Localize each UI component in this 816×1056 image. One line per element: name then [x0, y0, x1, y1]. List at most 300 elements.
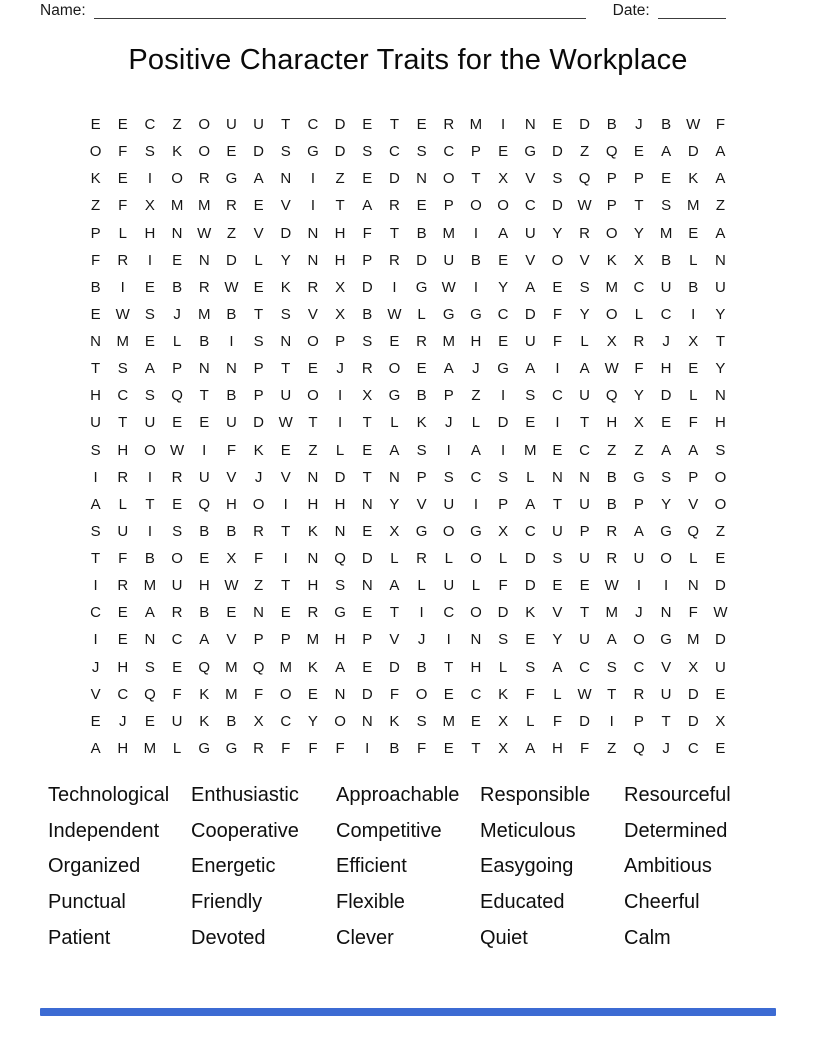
grid-letter: E — [715, 739, 726, 757]
grid-letter: M — [225, 685, 238, 703]
grid-letter: N — [198, 251, 210, 269]
grid-letter: H — [660, 360, 672, 378]
grid-letter: B — [226, 387, 237, 405]
grid-letter: E — [470, 712, 481, 730]
grid-letter: D — [714, 577, 726, 595]
grid-letter: Q — [605, 387, 618, 405]
grid-letter: B — [226, 712, 237, 730]
grid-letter: K — [280, 278, 291, 296]
grid-letter: U — [579, 631, 590, 649]
grid-letter: F — [688, 604, 698, 622]
grid-letter: L — [118, 495, 127, 513]
grid-letter: Z — [634, 441, 644, 459]
grid-letter: E — [661, 170, 672, 188]
grid-letter: M — [442, 333, 455, 351]
grid-letter: E — [416, 116, 427, 134]
grid-letter: F — [389, 685, 399, 703]
grid-letter: O — [633, 631, 645, 649]
grid-letter: G — [442, 305, 455, 323]
grid-letter: E — [443, 739, 454, 757]
grid-letter: L — [390, 414, 399, 432]
grid-letter: U — [443, 251, 455, 269]
grid-letter: Y — [715, 305, 726, 323]
grid-letter: T — [362, 414, 372, 432]
word-search-grid — [82, 111, 734, 762]
grid-letter: G — [307, 143, 319, 161]
word-bank-item: Energetic — [191, 855, 276, 878]
grid-letter: F — [281, 739, 291, 757]
grid-letter: M — [197, 305, 211, 323]
grid-letter: N — [579, 468, 590, 486]
grid-letter: E — [579, 577, 590, 595]
grid-letter: E — [144, 278, 155, 296]
grid-letter: X — [606, 333, 617, 351]
grid-letter: R — [579, 224, 590, 242]
grid-letter: X — [498, 170, 509, 188]
grid-letter: O — [144, 441, 156, 459]
grid-letter: U — [551, 522, 563, 540]
grid-letter: A — [498, 224, 509, 242]
grid-letter: S — [144, 387, 155, 405]
grid-letter: T — [389, 116, 399, 134]
grid-letter: S — [362, 143, 373, 161]
grid-letter: E — [144, 712, 155, 730]
grid-letter: A — [661, 441, 672, 459]
grid-letter: E — [552, 278, 563, 296]
grid-letter: O — [279, 685, 292, 703]
grid-letter: W — [577, 685, 592, 703]
grid-letter: N — [307, 550, 319, 568]
grid-letter: H — [225, 495, 237, 513]
grid-letter: T — [90, 550, 101, 568]
grid-letter: U — [524, 333, 536, 351]
grid-letter: T — [579, 414, 590, 432]
grid-letter: Z — [579, 143, 590, 161]
grid-letter: E — [362, 658, 373, 676]
word-bank-item: Educated — [480, 891, 565, 914]
grid-letter: B — [226, 305, 237, 323]
grid-letter: H — [334, 224, 346, 242]
grid-letter: E — [389, 333, 400, 351]
grid-letter: E — [552, 577, 563, 595]
grid-letter: T — [281, 116, 291, 134]
grid-letter: B — [90, 278, 101, 296]
grid-letter: U — [524, 224, 536, 242]
grid-letter: P — [253, 631, 264, 649]
grid-letter: L — [498, 658, 508, 676]
grid-letter: K — [199, 712, 210, 730]
grid-letter: D — [579, 712, 590, 730]
grid-letter: T — [281, 360, 291, 378]
grid-letter: P — [470, 143, 481, 161]
grid-letter: S — [90, 522, 101, 540]
grid-letter: I — [473, 278, 478, 296]
grid-letter: D — [361, 550, 373, 568]
grid-letter: L — [390, 550, 399, 568]
grid-letter: F — [525, 685, 535, 703]
grid-letter: X — [498, 522, 509, 540]
grid-letter: M — [442, 224, 455, 242]
grid-letter: T — [661, 712, 671, 730]
grid-letter: K — [307, 658, 318, 676]
grid-letter: H — [551, 739, 563, 757]
grid-letter: O — [470, 604, 482, 622]
grid-letter: Q — [198, 658, 211, 676]
grid-letter: X — [498, 739, 509, 757]
grid-letter: C — [388, 143, 400, 161]
grid-letter: F — [118, 550, 128, 568]
grid-letter: I — [365, 739, 370, 757]
grid-letter: B — [688, 278, 699, 296]
word-bank-item: Independent — [48, 819, 160, 842]
grid-letter: Y — [715, 360, 726, 378]
grid-letter: S — [525, 387, 536, 405]
grid-letter: Z — [308, 441, 318, 459]
grid-letter: M — [605, 604, 618, 622]
grid-letter: E — [362, 522, 373, 540]
grid-letter: B — [172, 278, 183, 296]
grid-letter: O — [442, 522, 455, 540]
grid-letter: T — [444, 658, 454, 676]
grid-letter: T — [118, 414, 128, 432]
grid-letter: W — [604, 360, 619, 378]
grid-letter: X — [144, 197, 155, 215]
grid-letter: N — [470, 631, 482, 649]
grid-letter: P — [362, 251, 373, 269]
grid-letter: O — [442, 170, 455, 188]
grid-letter: B — [606, 495, 617, 513]
grid-letter: G — [388, 387, 401, 405]
grid-letter: P — [280, 631, 291, 649]
grid-letter: E — [362, 170, 373, 188]
grid-letter: Z — [226, 224, 236, 242]
grid-letter: U — [714, 278, 726, 296]
grid-letter: N — [687, 577, 699, 595]
grid-letter: E — [525, 631, 536, 649]
grid-letter: G — [334, 604, 346, 622]
grid-letter: E — [307, 685, 318, 703]
grid-letter: B — [362, 305, 373, 323]
date-label: Date: — [612, 2, 650, 19]
grid-letter: C — [307, 116, 319, 134]
grid-letter: V — [226, 468, 237, 486]
grid-letter: D — [579, 116, 590, 134]
grid-letter: C — [633, 658, 645, 676]
word-bank-item: Efficient — [336, 855, 407, 878]
grid-letter: A — [633, 522, 644, 540]
grid-letter: K — [688, 170, 699, 188]
grid-letter: I — [473, 224, 478, 242]
grid-letter: F — [118, 143, 128, 161]
grid-letter: F — [552, 333, 562, 351]
grid-letter: C — [280, 712, 292, 730]
grid-letter: I — [147, 170, 152, 188]
grid-letter: U — [660, 685, 672, 703]
word-bank-item: Flexible — [336, 891, 405, 914]
grid-letter: E — [715, 550, 726, 568]
grid-letter: I — [337, 387, 343, 405]
grid-letter: T — [471, 739, 481, 757]
grid-letter: S — [443, 468, 454, 486]
grid-letter: P — [633, 495, 644, 513]
grid-letter: R — [633, 333, 645, 351]
grid-letter: S — [253, 333, 264, 351]
grid-letter: H — [470, 658, 482, 676]
grid-letter: F — [688, 414, 698, 432]
grid-letter: E — [253, 197, 264, 215]
grid-letter: T — [145, 495, 155, 513]
grid-letter: T — [199, 387, 209, 405]
grid-letter: Y — [389, 495, 400, 513]
grid-letter: W — [169, 441, 185, 459]
grid-letter: M — [523, 441, 537, 459]
grid-letter: A — [90, 495, 101, 513]
grid-letter: W — [713, 604, 728, 622]
grid-letter: N — [307, 251, 319, 269]
grid-letter: B — [416, 658, 427, 676]
grid-letter: H — [470, 333, 482, 351]
grid-letter: X — [498, 712, 509, 730]
grid-letter: P — [688, 468, 699, 486]
grid-letter: I — [310, 197, 315, 215]
grid-letter: X — [688, 658, 699, 676]
grid-letter: U — [225, 116, 237, 134]
grid-letter: B — [199, 604, 210, 622]
grid-letter: V — [226, 631, 237, 649]
grid-letter: A — [389, 441, 400, 459]
grid-letter: G — [470, 305, 482, 323]
grid-letter: S — [144, 305, 155, 323]
grid-letter: E — [172, 251, 183, 269]
grid-letter: M — [143, 739, 157, 757]
grid-letter: R — [416, 550, 427, 568]
grid-letter: I — [636, 577, 641, 595]
grid-letter: I — [93, 468, 98, 486]
grid-letter: X — [633, 414, 644, 432]
grid-letter: R — [253, 739, 264, 757]
grid-letter: B — [606, 468, 617, 486]
grid-letter: L — [526, 468, 535, 486]
grid-letter: M — [442, 712, 455, 730]
grid-letter: I — [147, 251, 152, 269]
grid-letter: E — [688, 360, 699, 378]
grid-letter: A — [90, 739, 101, 757]
grid-letter: K — [199, 685, 210, 703]
grid-letter: A — [470, 441, 481, 459]
grid-letter: P — [633, 170, 644, 188]
word-bank-item: Patient — [48, 926, 111, 949]
grid-letter: I — [229, 333, 234, 351]
grid-letter: Q — [687, 522, 700, 540]
grid-letter: D — [361, 278, 373, 296]
grid-letter: J — [254, 468, 263, 486]
grid-letter: E — [90, 305, 101, 323]
grid-letter: P — [253, 360, 264, 378]
grid-letter: J — [118, 712, 127, 730]
grid-letter: R — [198, 278, 210, 296]
grid-letter: D — [687, 685, 699, 703]
grid-letter: D — [361, 685, 373, 703]
grid-letter: T — [389, 224, 399, 242]
grid-letter: A — [579, 360, 590, 378]
grid-letter: A — [552, 658, 563, 676]
grid-letter: N — [551, 468, 563, 486]
grid-letter: S — [280, 305, 291, 323]
grid-letter: P — [253, 387, 264, 405]
grid-letter: B — [606, 116, 617, 134]
grid-letter: O — [388, 360, 401, 378]
grid-letter: Y — [552, 631, 563, 649]
grid-letter: V — [552, 604, 563, 622]
grid-letter: F — [362, 224, 372, 242]
grid-letter: X — [335, 278, 346, 296]
grid-letter: O — [415, 685, 428, 703]
grid-letter: T — [281, 577, 291, 595]
grid-letter: L — [118, 224, 127, 242]
grid-letter: E — [443, 685, 454, 703]
word-bank-item: Punctual — [48, 891, 126, 914]
grid-letter: W — [387, 305, 402, 323]
grid-letter: I — [609, 712, 614, 730]
grid-letter: E — [253, 278, 264, 296]
grid-letter: E — [525, 414, 536, 432]
grid-letter: M — [605, 278, 618, 296]
grid-letter: V — [280, 468, 291, 486]
grid-letter: N — [361, 577, 373, 595]
grid-letter: T — [607, 685, 617, 703]
grid-letter: P — [633, 712, 644, 730]
grid-letter: S — [661, 468, 672, 486]
grid-letter: B — [199, 333, 210, 351]
grid-letter: D — [524, 550, 536, 568]
grid-letter: U — [90, 414, 101, 432]
grid-letter: O — [198, 116, 211, 134]
grid-letter: X — [226, 550, 237, 568]
grid-letter: I — [147, 468, 152, 486]
grid-letter: B — [661, 251, 672, 269]
grid-letter: E — [552, 441, 563, 459]
grid-letter: I — [93, 631, 98, 649]
word-bank — [48, 778, 760, 956]
grid-letter: B — [199, 522, 210, 540]
grid-letter: D — [714, 631, 726, 649]
grid-letter: I — [283, 495, 288, 513]
grid-letter: A — [715, 170, 726, 188]
grid-letter: N — [144, 631, 156, 649]
grid-letter: F — [118, 197, 128, 215]
grid-letter: L — [580, 333, 589, 351]
grid-letter: C — [470, 685, 482, 703]
grid-letter: F — [172, 685, 182, 703]
grid-letter: T — [90, 360, 101, 378]
grid-letter: S — [90, 441, 101, 459]
grid-letter: U — [225, 414, 237, 432]
grid-letter: E — [90, 712, 101, 730]
grid-letter: H — [307, 577, 319, 595]
grid-letter: M — [143, 577, 157, 595]
grid-letter: Z — [335, 170, 345, 188]
grid-letter: T — [471, 170, 481, 188]
grid-letter: G — [470, 522, 482, 540]
grid-letter: N — [416, 170, 427, 188]
grid-letter: X — [362, 387, 373, 405]
grid-letter: G — [660, 522, 672, 540]
grid-letter: A — [525, 360, 536, 378]
grid-letter: U — [660, 278, 672, 296]
grid-letter: N — [660, 604, 672, 622]
grid-letter: N — [253, 604, 264, 622]
grid-letter: E — [416, 360, 427, 378]
grid-letter: J — [91, 658, 100, 676]
grid-letter: A — [525, 495, 536, 513]
name-date-row — [40, 1, 750, 19]
grid-letter: S — [280, 143, 291, 161]
grid-letter: W — [686, 116, 701, 134]
grid-letter: C — [171, 631, 183, 649]
grid-letter: S — [362, 333, 373, 351]
grid-letter: K — [172, 143, 183, 161]
grid-letter: G — [415, 278, 428, 296]
grid-letter: S — [144, 658, 155, 676]
grid-letter: P — [90, 224, 101, 242]
grid-letter: E — [226, 604, 237, 622]
grid-letter: J — [173, 305, 181, 323]
grid-letter: A — [144, 360, 155, 378]
grid-letter: E — [90, 116, 101, 134]
grid-letter: C — [633, 278, 645, 296]
word-bank-item: Clever — [336, 926, 394, 949]
grid-letter: L — [335, 441, 345, 459]
grid-letter: E — [117, 170, 128, 188]
grid-letter: D — [280, 224, 292, 242]
grid-letter: L — [498, 550, 508, 568]
grid-letter: D — [497, 414, 509, 432]
grid-letter: X — [335, 305, 346, 323]
grid-letter: U — [198, 468, 210, 486]
grid-letter: W — [278, 414, 293, 432]
grid-letter: U — [579, 387, 590, 405]
grid-letter: Q — [198, 495, 211, 513]
grid-letter: A — [688, 441, 699, 459]
grid-letter: Z — [607, 739, 617, 757]
grid-letter: R — [225, 197, 237, 215]
grid-letter: C — [117, 387, 129, 405]
grid-letter: H — [198, 577, 210, 595]
grid-letter: R — [171, 468, 183, 486]
grid-letter: U — [171, 577, 183, 595]
word-bank-item: Competitive — [336, 819, 442, 842]
grid-letter: Z — [471, 387, 481, 405]
grid-letter: F — [253, 550, 264, 568]
grid-letter: Q — [171, 387, 183, 405]
grid-letter: U — [579, 550, 590, 568]
grid-letter: F — [90, 251, 101, 269]
date-blank-line — [658, 3, 726, 19]
grid-letter: I — [691, 305, 696, 323]
grid-letter: E — [362, 604, 373, 622]
grid-letter: N — [361, 712, 373, 730]
grid-letter: H — [714, 414, 726, 432]
grid-letter: R — [198, 170, 210, 188]
grid-letter: Q — [605, 143, 618, 161]
grid-letter: C — [524, 197, 536, 215]
grid-letter: S — [525, 658, 536, 676]
grid-letter: Z — [715, 197, 725, 215]
grid-letter: C — [551, 387, 563, 405]
grid-letter: I — [555, 414, 560, 432]
grid-letter: R — [117, 251, 129, 269]
name-label: Name: — [40, 2, 86, 19]
